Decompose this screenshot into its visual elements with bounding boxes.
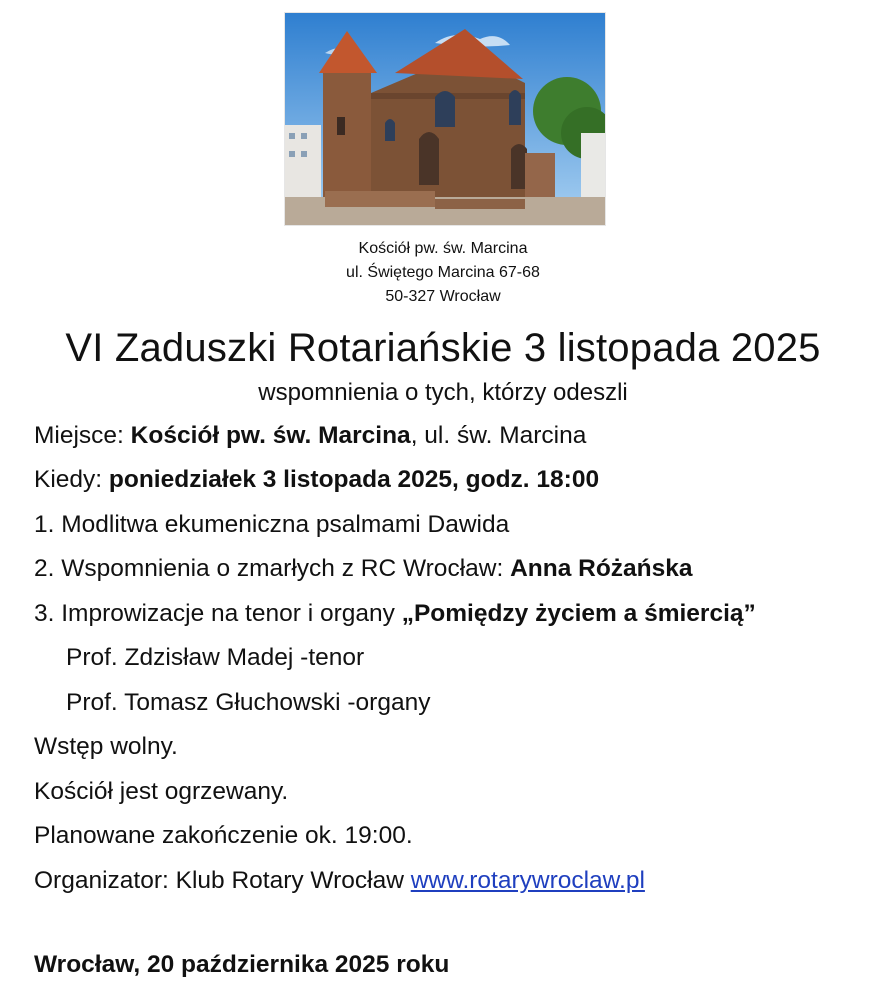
program-item-1: 1. Modlitwa ekumeniczna psalmami Dawida xyxy=(34,511,510,538)
organizer-website-link[interactable]: www.rotarywroclaw.pl xyxy=(410,867,645,894)
note-end-time: Planowane zakończenie ok. 19:00. xyxy=(34,822,413,849)
program-item-3 xyxy=(34,597,756,631)
page-subtitle: wspomnienia o tych, którzy odeszli xyxy=(258,379,628,406)
when-label: Kiedy: xyxy=(34,466,109,493)
when-datetime: poniedziałek 3 listopada 2025, godz. 18:00 xyxy=(108,466,600,493)
footer-date: Wrocław, 20 października 2025 roku xyxy=(34,951,450,978)
program-item-3-text: 3. Improwizacje na tenor i organy xyxy=(34,600,402,627)
note-heating: Kościół jest ogrzewany. xyxy=(34,778,289,805)
church-photo xyxy=(284,12,606,226)
program-item-2 xyxy=(34,552,693,586)
performer-organ: Prof. Tomasz Głuchowski -organy xyxy=(66,689,431,716)
page-title: VI Zaduszki Rotariańskie 3 listopada 2025 xyxy=(65,326,821,370)
note-entry: Wstęp wolny. xyxy=(34,733,178,760)
caption-street: ul. Świętego Marcina 67-68 xyxy=(346,264,540,281)
church-caption xyxy=(0,237,886,309)
organizer-line xyxy=(34,864,645,898)
caption-postal-city: 50-327 Wrocław xyxy=(385,288,501,305)
performer-tenor: Prof. Zdzisław Madej -tenor xyxy=(66,644,365,671)
place-label: Miejsce: xyxy=(34,422,131,449)
place-name: Kościół pw. św. Marcina xyxy=(130,422,411,449)
program-item-2-text: 2. Wspomnienia o zmarłych z RC Wrocław: xyxy=(34,555,511,582)
place-street: , ul. św. Marcina xyxy=(410,422,587,449)
footer-date-line xyxy=(34,948,449,982)
church-illustration xyxy=(285,13,605,225)
when-line xyxy=(34,463,599,497)
caption-church-name: Kościół pw. św. Marcina xyxy=(358,240,528,257)
program-item-3-title: „Pomiędzy życiem a śmiercią” xyxy=(401,600,756,627)
program-item-2-person: Anna Różańska xyxy=(510,555,693,582)
place-line xyxy=(34,419,586,453)
organizer-label: Organizator: Klub Rotary Wrocław xyxy=(34,867,411,894)
